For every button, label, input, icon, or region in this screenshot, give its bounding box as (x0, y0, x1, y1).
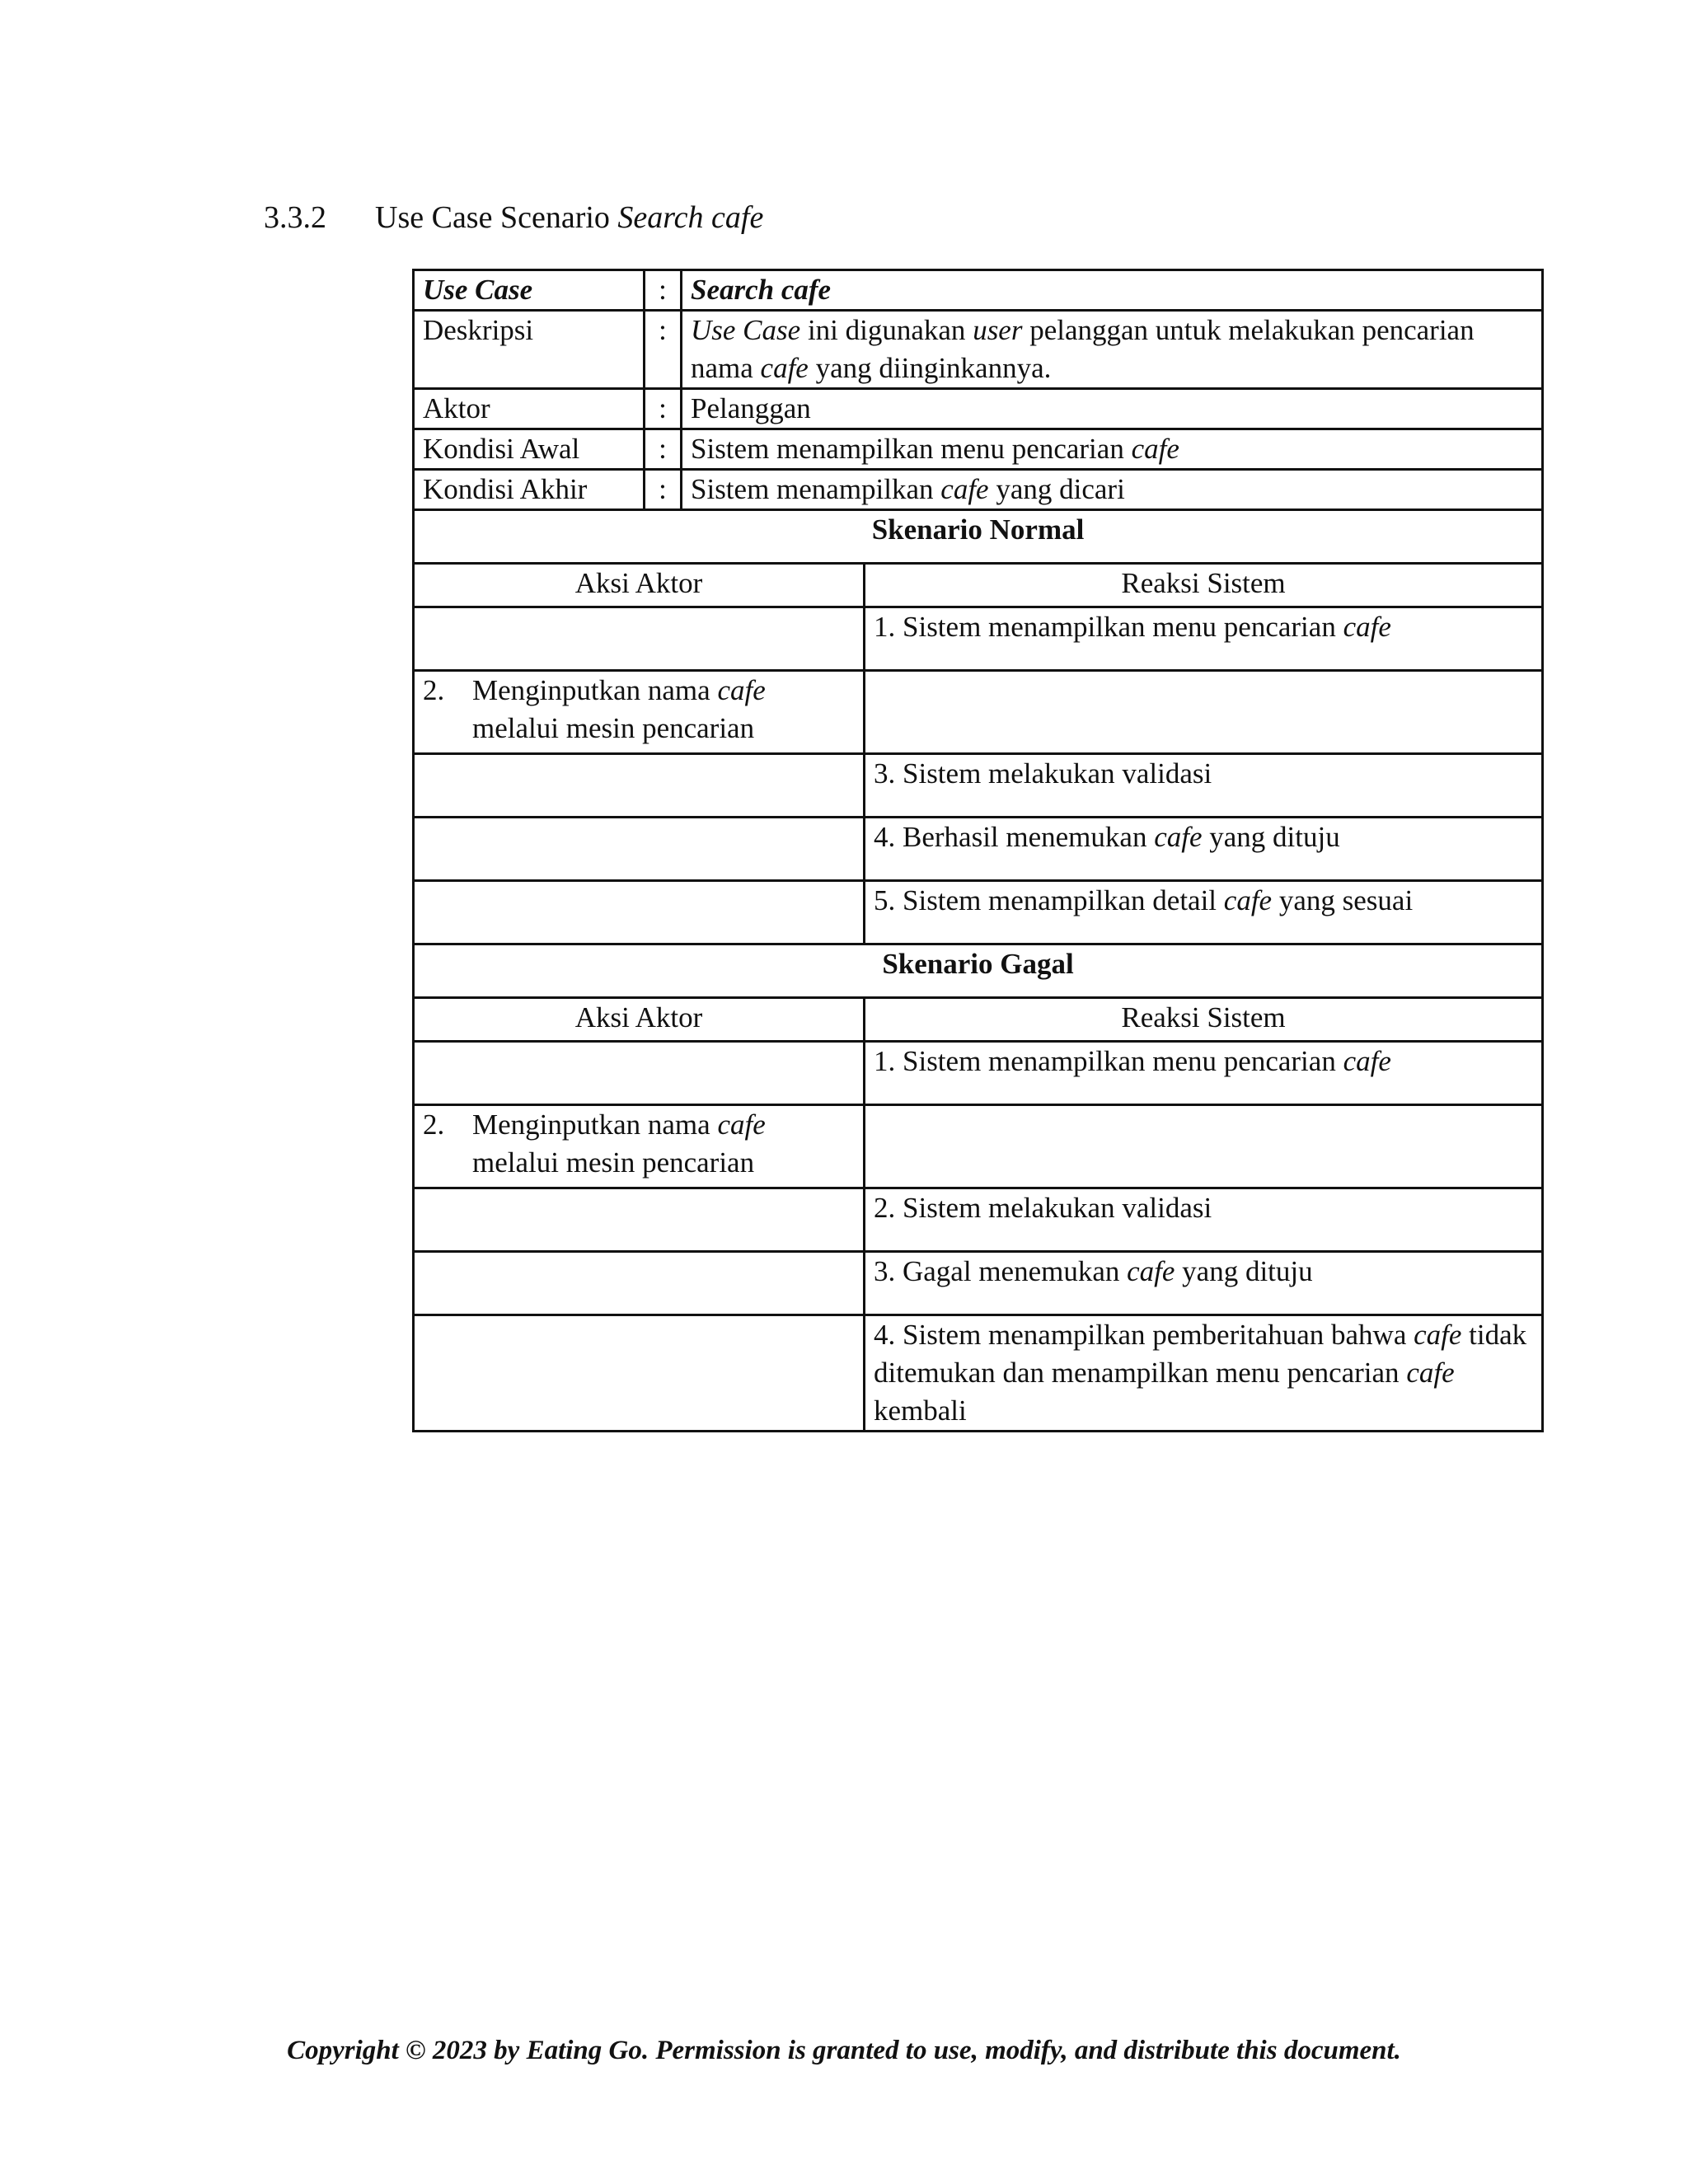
gagal-step-row (414, 1252, 1543, 1315)
section-number: 3.3.2 (264, 200, 326, 235)
use-case-value: Search cafe (691, 274, 832, 306)
gagal-system-step-1: 1. Sistem menampilkan menu pencarian cafe (865, 1042, 1543, 1105)
colon: : (645, 470, 682, 510)
aktor-label: Aktor (414, 389, 645, 429)
normal-system-step-1: 1. Sistem menampilkan menu pencarian cafe (865, 607, 1543, 671)
gagal-actor-step-2: 2. Menginputkan nama cafe melalui mesin pencarian (414, 1105, 865, 1188)
skenario-normal-title: Skenario Normal (414, 510, 1543, 564)
gagal-step-row (414, 1315, 1543, 1432)
row-aktor (414, 389, 1543, 429)
aktor-value: Pelanggan (682, 389, 1543, 429)
gagal-system-step-4: 3. Gagal menemukan cafe yang dituju (865, 1252, 1543, 1315)
skenario-gagal-title: Skenario Gagal (414, 944, 1543, 998)
normal-col-system: Reaksi Sistem (865, 564, 1543, 607)
normal-system-cell (865, 671, 1543, 754)
gagal-actor-cell (414, 1042, 865, 1105)
normal-actor-cell (414, 754, 865, 818)
gagal-step-row (414, 1042, 1543, 1105)
deskripsi-label: Deskripsi (414, 311, 645, 389)
section-title-italic: Search cafe (617, 200, 764, 235)
normal-step-row (414, 818, 1543, 881)
normal-col-actor: Aksi Aktor (414, 564, 865, 607)
normal-step-row (414, 671, 1543, 754)
normal-system-step-4: 4. Berhasil menemukan cafe yang dituju (865, 818, 1543, 881)
gagal-actor-cell (414, 1188, 865, 1252)
normal-step-row (414, 754, 1543, 818)
gagal-actor-cell (414, 1315, 865, 1432)
gagal-step-row (414, 1188, 1543, 1252)
kondisi-awal-label: Kondisi Awal (414, 429, 645, 470)
kondisi-akhir-label: Kondisi Akhir (414, 470, 645, 510)
normal-actor-cell (414, 881, 865, 944)
normal-system-step-3: 3. Sistem melakukan validasi (865, 754, 1543, 818)
gagal-col-system: Reaksi Sistem (865, 998, 1543, 1042)
normal-actor-step-2: 2. Menginputkan nama cafe melalui mesin pencarian (414, 671, 865, 754)
section-title: Use Case Scenario (375, 200, 618, 235)
row-kondisi-akhir (414, 470, 1543, 510)
section-skenario-gagal (414, 944, 1543, 998)
row-use-case (414, 270, 1543, 311)
use-case-table (412, 269, 1544, 1432)
gagal-system-cell (865, 1105, 1543, 1188)
section-skenario-normal (414, 510, 1543, 564)
colon: : (645, 429, 682, 470)
use-case-label: Use Case (423, 274, 533, 306)
colon: : (645, 311, 682, 389)
normal-header-row (414, 564, 1543, 607)
gagal-system-step-5: 4. Sistem menampilkan pemberitahuan bahwa cafe tidak ditemukan dan menampilkan menu pencarian cafe kembali (865, 1315, 1543, 1432)
kondisi-awal-value: Sistem menampilkan menu pencarian cafe (682, 429, 1543, 470)
copyright-footer: Copyright © 2023 by Eating Go. Permission is granted to use, modify, and distribute this document. (287, 2036, 1401, 2065)
gagal-step-row (414, 1105, 1543, 1188)
kondisi-akhir-value: Sistem menampilkan cafe yang dicari (682, 470, 1543, 510)
row-deskripsi (414, 311, 1543, 389)
normal-step-row (414, 607, 1543, 671)
gagal-system-step-3: 2. Sistem melakukan validasi (865, 1188, 1543, 1252)
row-kondisi-awal (414, 429, 1543, 470)
colon: : (645, 270, 682, 311)
gagal-header-row (414, 998, 1543, 1042)
section-heading (264, 194, 763, 241)
deskripsi-value: Use Case ini digunakan user pelanggan untuk melakukan pencarian nama cafe yang diinginkannya. (682, 311, 1543, 389)
normal-step-row (414, 881, 1543, 944)
normal-actor-cell (414, 818, 865, 881)
normal-system-step-5: 5. Sistem menampilkan detail cafe yang sesuai (865, 881, 1543, 944)
normal-actor-cell (414, 607, 865, 671)
gagal-col-actor: Aksi Aktor (414, 998, 865, 1042)
gagal-actor-cell (414, 1252, 865, 1315)
colon: : (645, 389, 682, 429)
